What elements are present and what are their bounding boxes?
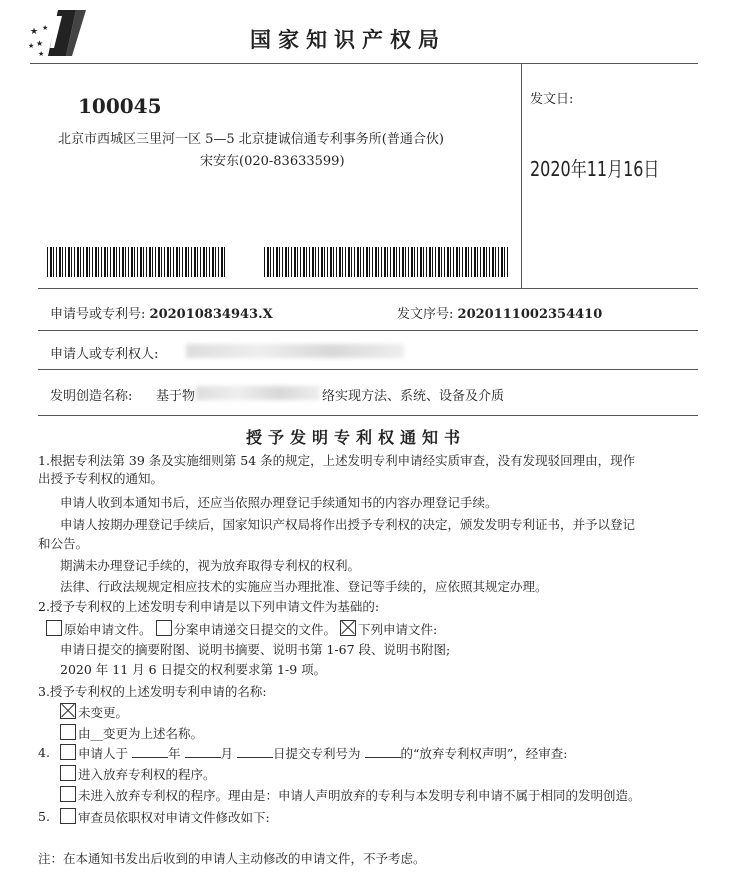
applicant-redacted [186, 344, 404, 358]
svg-text:★: ★ [36, 39, 44, 48]
checkbox-changed[interactable] [60, 724, 76, 740]
postal-code: 100045 [78, 94, 162, 118]
p2-opt3: 下列申请文件: [358, 622, 438, 637]
patent-no-blank [365, 745, 401, 758]
svg-text:★: ★ [28, 42, 35, 50]
year-blank [132, 745, 168, 758]
cnipa-logo [26, 8, 88, 58]
notice-title: 授予发明专利权通知书 [246, 428, 467, 447]
divider [38, 369, 698, 370]
p3-opt1-row [60, 703, 128, 722]
serial-row [397, 303, 602, 322]
contact-line: 宋安东(020-83633599) [200, 154, 345, 169]
send-date: 2020年11月16日 [530, 157, 660, 181]
divider [38, 415, 698, 416]
p4-opt2-row [60, 786, 641, 805]
serial-label: 发文序号: [397, 307, 454, 322]
p1-sub1: 申请人收到本通知书后，还应当依照办理登记手续通知书的内容办理登记手续。 [60, 495, 498, 510]
p3-opt2: 由__变更为上述名称。 [78, 726, 204, 741]
app-no-label: 申请号或专利号: [50, 307, 146, 322]
p4-opt2: 未进入放弃专利权的程序。理由是：申请人声明放弃的专利与本发明专利申请不属于相同的发明创造。 [78, 788, 641, 803]
divider [38, 330, 698, 331]
invention-suffix: 络实现方法、系统、设备及介质 [322, 389, 505, 404]
p4-opt1: 进入放弃专利权的程序。 [78, 767, 216, 782]
invention-label: 发明创造名称: [50, 389, 133, 404]
p5-text: 审查员依职权对申请文件修改如下: [78, 810, 270, 825]
address-line: 北京市西城区三里河一区 5—5 北京捷诚信通专利事务所(普通合伙) [58, 132, 444, 147]
checkbox-examiner-amend[interactable] [60, 808, 76, 824]
p2-options [46, 620, 437, 639]
checkbox-enter-abandon[interactable] [60, 765, 76, 781]
p1-sub3: 期满未办理登记手续的，视为放弃取得专利权的权利。 [60, 558, 361, 573]
svg-text:★: ★ [30, 27, 39, 37]
checkbox-unchanged-checked[interactable] [60, 703, 76, 719]
invention-redacted [196, 386, 320, 400]
p2-title: 2.授予专利权的上述发明专利申请是以下列申请文件为基础的: [38, 599, 380, 614]
p5-row [60, 808, 270, 827]
barcode-right [264, 247, 510, 277]
footnote: 注：在本通知书发出后收到的申请人主动修改的申请文件，不予考虑。 [38, 851, 426, 866]
p4-year: 年 [168, 746, 181, 761]
checkbox-not-enter-abandon[interactable] [60, 786, 76, 802]
p2-opt1: 原始申请文件。 [64, 622, 152, 637]
barcode-left [47, 247, 225, 277]
applicant-label: 申请人或专利权人: [50, 347, 159, 362]
p1-sub2-line2: 和公告。 [38, 536, 89, 551]
p4-text2: 日提交专利号为 [273, 746, 361, 761]
checkbox-original[interactable] [46, 620, 62, 636]
p5-num: 5. [38, 809, 50, 824]
serial-no: 2020111002354410 [457, 307, 603, 322]
checkbox-divisional[interactable] [156, 620, 172, 636]
p2-opt2: 分案申请递交日提交的文件。 [173, 622, 337, 637]
header-divider [30, 63, 698, 64]
svg-text:★: ★ [38, 50, 45, 58]
p3-title: 3.授予专利权的上述发明专利申请的名称: [38, 684, 267, 699]
send-date-label: 发文日: [530, 92, 574, 107]
p3-opt1: 未变更。 [78, 705, 129, 720]
invention-prefix: 基于物 [156, 389, 196, 404]
p4-text3: 的“放弃专利权声明”，经审查: [400, 746, 568, 761]
divider [38, 288, 698, 289]
p4-num: 4. [38, 745, 50, 760]
p1-sub2-line1: 申请人按期办理登记手续后，国家知识产权局将作出授予专利权的决定，颁发发明专利证书，并予以登记 [60, 517, 636, 532]
p1-line2: 出授予专利权的通知。 [38, 471, 164, 486]
vertical-divider [521, 63, 522, 288]
month-blank [185, 745, 221, 758]
p1-line1: 1.根据专利法第 39 条及实施细则第 54 条的规定，上述发明专利申请经实质审查，没有发现驳回理由，现作 [38, 453, 636, 468]
app-no: 202010834943.X [149, 307, 273, 322]
p4-text1: 申请人于 [78, 746, 129, 761]
p4-opt1-row [60, 765, 216, 784]
p2-detail1: 申请日提交的摘要附图、说明书摘要、说明书第 1-67 段、说明书附图; [60, 642, 451, 657]
p2-detail2: 2020 年 11 月 6 日提交的权利要求第 1-9 项。 [60, 662, 327, 677]
p4-month: 月 [220, 746, 234, 761]
day-blank [237, 745, 273, 758]
checkbox-abandon[interactable] [60, 744, 76, 760]
p1-sub4: 法律、行政法规规定相应技术的实施应当办理批准、登记等手续的，应依照其规定办理。 [60, 579, 548, 594]
office-name: 国家知识产权局 [250, 28, 446, 52]
checkbox-following-checked[interactable] [340, 620, 356, 636]
p4-row [60, 744, 568, 763]
svg-text:★: ★ [42, 24, 49, 32]
p3-opt2-row [60, 724, 203, 743]
app-no-row [50, 303, 273, 322]
